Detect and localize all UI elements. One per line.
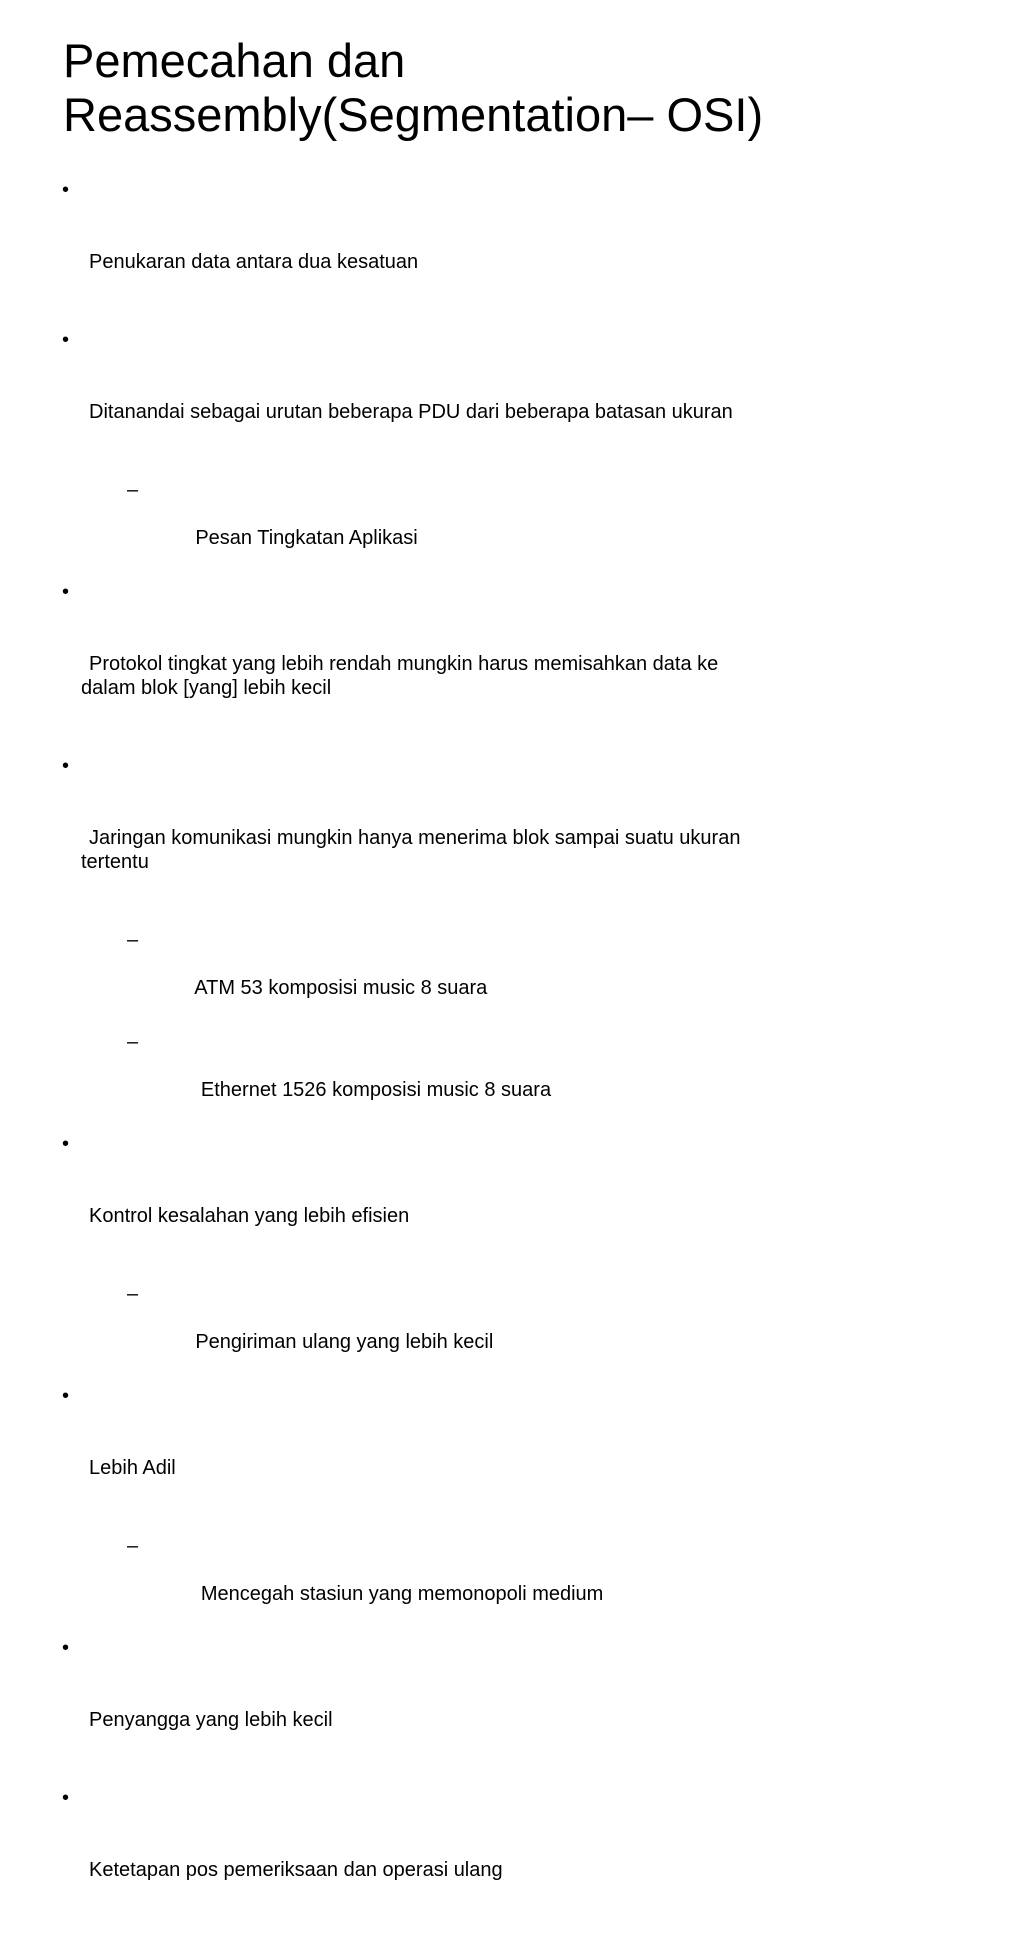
bullet-icon: • — [62, 1637, 70, 1659]
bullet-text: Penyangga yang lebih kecil — [89, 1709, 333, 1731]
bullet-text: Lebih Adil — [89, 1457, 176, 1479]
bullet-text-line2: dalam blok [yang] lebih kecil — [81, 677, 332, 699]
dash-icon: – — [127, 1031, 139, 1053]
bullet-item — [0, 1786, 1024, 1930]
bullet-list — [0, 178, 1024, 1936]
bullet-item — [0, 328, 1024, 472]
sub-bullet-text: Ethernet 1526 komposisi music 8 suara — [195, 1079, 552, 1101]
bullet-item — [0, 1132, 1024, 1276]
bullet-text — [81, 826, 964, 874]
bullet-item — [0, 1384, 1024, 1528]
bullet-text — [81, 652, 964, 700]
bullet-item — [0, 1636, 1024, 1780]
sub-bullet-text: Pengiriman ulang yang lebih kecil — [195, 1331, 494, 1353]
sub-bullet-text: Pesan Tingkatan Aplikasi — [195, 527, 418, 549]
slide-title-line1: Pemecahan dan — [63, 34, 406, 87]
bullet-icon: • — [62, 755, 70, 777]
bullet-text-line2: tertentu — [81, 851, 149, 873]
bullet-icon: • — [62, 329, 70, 351]
bullet-text-line1: Protokol tingkat yang lebih rendah mungkin harus memisahkan data ke — [89, 653, 719, 675]
bullet-item — [0, 178, 1024, 322]
sub-bullet-text: Mencegah stasiun yang memonopoli medium — [195, 1583, 604, 1605]
bullet-icon: • — [62, 179, 70, 201]
bullet-text-line1: Jaringan komunikasi mungkin hanya menerima blok sampai suatu ukuran — [89, 827, 741, 849]
bullet-text: Penukaran data antara dua kesatuan — [89, 251, 419, 273]
sub-bullet-text: ATM 53 komposisi music 8 suara — [194, 977, 488, 999]
bullet-text: Ketetapan pos pemeriksaan dan operasi ulang — [89, 1859, 503, 1881]
bullet-item — [0, 580, 1024, 748]
sub-bullet-item — [0, 928, 1024, 1024]
dash-icon: – — [127, 479, 139, 501]
dash-icon: – — [127, 1535, 139, 1557]
slide-title — [63, 34, 1003, 142]
bullet-icon: • — [62, 1787, 70, 1809]
bullet-text: Ditanandai sebagai urutan beberapa PDU dari beberapa batasan ukuran — [89, 401, 733, 423]
dash-icon: – — [127, 929, 139, 951]
bullet-icon: • — [62, 1385, 70, 1407]
slide-title-line2: Reassembly(Segmentation– OSI) — [63, 88, 764, 141]
sub-bullet-item — [0, 1030, 1024, 1126]
bullet-icon: • — [62, 1133, 70, 1155]
sub-bullet-item — [0, 1534, 1024, 1630]
sub-bullet-item — [0, 478, 1024, 574]
bullet-text: Kontrol kesalahan yang lebih efisien — [89, 1205, 410, 1227]
dash-icon: – — [127, 1283, 139, 1305]
bullet-item — [0, 754, 1024, 922]
bullet-icon: • — [62, 581, 70, 603]
sub-bullet-item — [0, 1282, 1024, 1378]
